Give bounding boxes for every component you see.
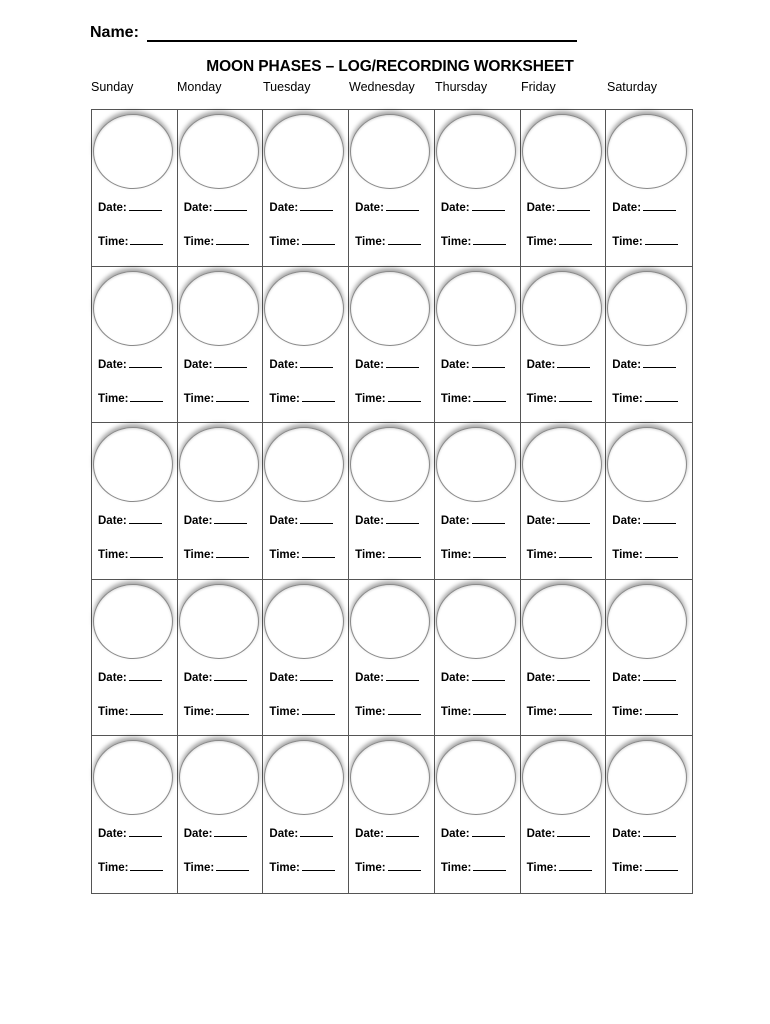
time-label: Time: [526,236,558,248]
time-blank-line[interactable] [216,547,249,558]
log-cell [349,423,435,580]
date-blank-line[interactable] [557,670,590,681]
date-label: Date: [269,358,299,371]
moon-circle[interactable] [350,114,430,189]
day-header-sunday: Sunday [91,80,134,94]
day-header-saturday: Saturday [607,80,658,94]
date-label: Date: [355,515,384,528]
moon-circle[interactable] [607,740,687,815]
moon-circle[interactable] [607,584,687,659]
time-label: Time: [269,549,300,562]
date-field[interactable] [269,357,333,371]
day-header-thursday: Thursday [435,80,488,94]
date-blank-line[interactable] [129,513,162,524]
date-label: Date: [526,202,556,214]
log-cell [606,736,692,893]
date-field[interactable] [184,826,248,840]
time-label: Time: [183,705,215,718]
log-cell [435,267,521,424]
date-blank-line[interactable] [300,200,333,211]
log-cell [521,423,607,580]
time-field[interactable] [441,547,506,561]
time-label: Time: [183,549,215,562]
date-label: Date: [440,515,470,528]
day-header-friday: Friday [521,80,556,94]
moon-circle[interactable] [436,584,516,659]
date-label: Date: [612,515,642,528]
date-field[interactable] [98,513,162,527]
time-label: Time: [612,549,643,562]
date-blank-line[interactable] [472,357,505,368]
time-label: Time: [98,392,129,405]
date-label: Date: [355,358,384,371]
date-field[interactable] [355,670,419,684]
time-field[interactable] [355,547,420,561]
date-field[interactable] [355,826,419,840]
moon-circle[interactable] [350,740,430,815]
time-blank-line[interactable] [559,234,592,245]
time-blank-line[interactable] [559,860,592,871]
moon-circle[interactable] [350,271,430,346]
date-field[interactable] [441,826,505,840]
time-label: Time: [612,705,643,718]
date-field[interactable] [269,826,333,840]
moon-circle[interactable] [264,740,344,815]
date-blank-line[interactable] [214,357,247,368]
log-cell [435,736,521,893]
log-cell [606,580,692,737]
log-cell [521,736,607,893]
time-blank-line[interactable] [645,391,678,402]
moon-circle[interactable] [93,114,173,189]
time-label: Time: [440,392,472,405]
moon-circle[interactable] [93,271,173,346]
time-label: Time: [98,236,129,248]
log-cell [92,580,178,737]
date-label: Date: [269,828,299,841]
time-blank-line[interactable] [216,860,249,871]
date-label: Date: [183,828,213,841]
log-cell [435,423,521,580]
time-label: Time: [183,392,215,405]
log-cell [521,267,607,424]
time-blank-line[interactable] [559,704,592,715]
log-cell [263,423,349,580]
time-label: Time: [526,392,558,405]
moon-circle[interactable] [350,427,430,502]
time-field[interactable] [527,704,592,718]
day-headers [91,80,694,98]
date-field[interactable] [98,357,162,371]
log-cell [349,580,435,737]
time-blank-line[interactable] [645,547,678,558]
log-cell [606,267,692,424]
time-field[interactable] [98,860,163,874]
day-header-monday: Monday [177,80,222,94]
date-field[interactable] [269,200,333,214]
moon-circle[interactable] [436,427,516,502]
moon-circle[interactable] [522,271,602,346]
date-label: Date: [355,202,384,214]
name-row [90,18,577,42]
log-cell [349,267,435,424]
date-blank-line[interactable] [472,826,505,837]
date-blank-line[interactable] [386,513,419,524]
date-blank-line[interactable] [557,357,590,368]
date-field[interactable] [527,513,591,527]
moon-circle[interactable] [264,271,344,346]
date-blank-line[interactable] [300,826,333,837]
time-field[interactable] [527,391,592,405]
moon-circle[interactable] [436,740,516,815]
date-label: Date: [526,358,556,371]
date-label: Date: [526,828,556,841]
time-field[interactable] [527,547,592,561]
moon-circle[interactable] [93,584,173,659]
date-field[interactable] [184,513,248,527]
time-field[interactable] [527,234,592,248]
time-blank-line[interactable] [388,391,421,402]
time-field[interactable] [355,391,420,405]
log-cell [521,110,607,267]
time-label: Time: [269,392,300,405]
date-field[interactable] [355,513,419,527]
date-label: Date: [269,515,299,528]
time-label: Time: [355,392,386,405]
time-field[interactable] [98,704,163,718]
date-blank-line[interactable] [386,826,419,837]
date-blank-line[interactable] [386,200,419,211]
time-blank-line[interactable] [302,391,335,402]
date-blank-line[interactable] [129,357,162,368]
date-blank-line[interactable] [214,200,247,211]
time-label: Time: [355,236,386,248]
date-field[interactable] [527,670,591,684]
moon-circle[interactable] [179,114,259,189]
time-blank-line[interactable] [388,704,421,715]
date-label: Date: [440,671,470,684]
log-cell [178,267,264,424]
time-blank-line[interactable] [645,704,678,715]
date-blank-line[interactable] [557,200,590,211]
time-blank-line[interactable] [559,391,592,402]
date-label: Date: [612,828,642,841]
time-blank-line[interactable] [216,234,249,245]
date-field[interactable] [98,670,162,684]
date-field[interactable] [527,200,591,214]
log-cell [263,736,349,893]
date-field[interactable] [612,826,676,840]
date-label: Date: [355,828,384,841]
date-label: Date: [440,202,470,214]
moon-circle[interactable] [350,584,430,659]
date-label: Date: [183,202,213,214]
time-label: Time: [526,549,558,562]
time-label: Time: [612,392,643,405]
date-blank-line[interactable] [214,670,247,681]
time-field[interactable] [269,860,334,874]
date-blank-line[interactable] [557,826,590,837]
date-label: Date: [612,358,642,371]
time-label: Time: [183,236,215,248]
day-header-tuesday: Tuesday [263,80,311,94]
log-cell [435,110,521,267]
date-blank-line[interactable] [214,513,247,524]
date-blank-line[interactable] [643,357,676,368]
time-blank-line[interactable] [302,704,335,715]
date-field[interactable] [355,357,419,371]
time-field[interactable] [612,547,677,561]
moon-circle[interactable] [179,740,259,815]
time-field[interactable] [184,234,249,248]
moon-circle[interactable] [436,271,516,346]
log-cell [92,267,178,424]
log-cell [349,110,435,267]
moon-circle[interactable] [179,584,259,659]
date-label: Date: [183,515,213,528]
date-field[interactable] [98,826,162,840]
time-blank-line[interactable] [216,391,249,402]
moon-circle[interactable] [607,427,687,502]
time-blank-line[interactable] [302,860,335,871]
time-label: Time: [355,862,386,875]
date-blank-line[interactable] [643,513,676,524]
moon-circle[interactable] [179,427,259,502]
log-cell [521,580,607,737]
time-label: Time: [269,236,300,248]
time-field[interactable] [98,234,163,248]
date-label: Date: [269,202,299,214]
time-label: Time: [526,705,558,718]
time-label: Time: [440,236,472,248]
time-field[interactable] [184,704,249,718]
time-field[interactable] [612,860,677,874]
log-cell [606,110,692,267]
time-field[interactable] [98,547,163,561]
moon-circle[interactable] [93,427,173,502]
date-blank-line[interactable] [386,357,419,368]
date-field[interactable] [98,200,162,214]
time-field[interactable] [355,860,420,874]
time-blank-line[interactable] [559,547,592,558]
date-label: Date: [440,828,470,841]
date-field[interactable] [269,513,333,527]
time-label: Time: [269,705,300,718]
moon-circle[interactable] [264,114,344,189]
time-label: Time: [612,236,643,248]
date-field[interactable] [612,670,676,684]
time-field[interactable] [269,547,334,561]
time-blank-line[interactable] [473,234,506,245]
moon-circle[interactable] [93,740,173,815]
date-field[interactable] [184,200,248,214]
time-blank-line[interactable] [473,860,506,871]
moon-circle[interactable] [607,114,687,189]
time-blank-line[interactable] [645,234,678,245]
date-blank-line[interactable] [129,670,162,681]
date-blank-line[interactable] [300,513,333,524]
time-label: Time: [98,705,129,718]
time-label: Time: [183,862,215,875]
time-label: Time: [98,549,129,562]
time-label: Time: [355,705,386,718]
time-blank-line[interactable] [388,860,421,871]
date-label: Date: [526,515,556,528]
page-title: MOON PHASES – LOG/RECORDING WORKSHEET [206,58,574,75]
date-blank-line[interactable] [129,826,162,837]
time-field[interactable] [441,234,506,248]
name-blank-line[interactable] [147,22,577,42]
time-field[interactable] [184,547,249,561]
time-label: Time: [269,862,300,875]
date-blank-line[interactable] [472,670,505,681]
date-label: Date: [98,828,127,841]
date-blank-line[interactable] [129,200,162,211]
time-field[interactable] [441,860,506,874]
date-blank-line[interactable] [472,513,505,524]
time-blank-line[interactable] [302,234,335,245]
moon-circle[interactable] [522,427,602,502]
time-field[interactable] [355,704,420,718]
log-cell [263,267,349,424]
date-field[interactable] [612,200,676,214]
date-label: Date: [98,358,127,371]
date-blank-line[interactable] [300,670,333,681]
date-field[interactable] [612,357,676,371]
log-cell [92,110,178,267]
date-label: Date: [183,671,213,684]
date-field[interactable] [184,670,248,684]
time-label: Time: [440,862,472,875]
time-field[interactable] [269,391,334,405]
date-field[interactable] [527,357,591,371]
date-field[interactable] [184,357,248,371]
time-field[interactable] [98,391,163,405]
date-blank-line[interactable] [643,670,676,681]
log-cell [263,580,349,737]
moon-circle[interactable] [264,427,344,502]
moon-circle[interactable] [522,114,602,189]
date-label: Date: [526,671,556,684]
time-blank-line[interactable] [130,234,163,245]
time-blank-line[interactable] [473,391,506,402]
time-blank-line[interactable] [473,547,506,558]
time-field[interactable] [612,704,677,718]
date-label: Date: [612,202,642,214]
date-field[interactable] [441,670,505,684]
log-cell [178,736,264,893]
log-cell [349,736,435,893]
time-blank-line[interactable] [130,860,163,871]
moon-circle[interactable] [522,740,602,815]
moon-circle[interactable] [607,271,687,346]
date-field[interactable] [441,200,505,214]
date-blank-line[interactable] [472,200,505,211]
time-label: Time: [612,862,643,875]
date-label: Date: [98,671,127,684]
time-field[interactable] [441,391,506,405]
log-cell [606,423,692,580]
date-label: Date: [612,671,642,684]
time-blank-line[interactable] [130,391,163,402]
log-cell [178,110,264,267]
time-field[interactable] [269,704,334,718]
date-label: Date: [355,671,384,684]
time-blank-line[interactable] [302,547,335,558]
time-field[interactable] [355,234,420,248]
time-field[interactable] [612,234,677,248]
date-field[interactable] [612,513,676,527]
time-blank-line[interactable] [130,547,163,558]
time-field[interactable] [612,391,677,405]
moon-circle[interactable] [522,584,602,659]
date-blank-line[interactable] [643,200,676,211]
date-blank-line[interactable] [386,670,419,681]
moon-circle[interactable] [179,271,259,346]
date-label: Date: [183,358,213,371]
date-label: Date: [440,358,470,371]
date-label: Date: [98,202,127,214]
time-field[interactable] [269,234,334,248]
moon-circle[interactable] [264,584,344,659]
date-blank-line[interactable] [643,826,676,837]
day-header-wednesday: Wednesday [349,80,415,94]
time-label: Time: [355,549,386,562]
log-cell [92,736,178,893]
date-label: Date: [269,671,299,684]
log-cell [178,580,264,737]
date-blank-line[interactable] [300,357,333,368]
time-label: Time: [526,862,558,875]
date-field[interactable] [269,670,333,684]
date-field[interactable] [441,357,505,371]
time-field[interactable] [184,391,249,405]
log-cell [92,423,178,580]
log-cell [435,580,521,737]
time-field[interactable] [527,860,592,874]
date-label: Date: [98,515,127,528]
log-cell [263,110,349,267]
time-label: Time: [440,705,472,718]
date-blank-line[interactable] [557,513,590,524]
date-field[interactable] [355,200,419,214]
date-blank-line[interactable] [214,826,247,837]
name-label: Name: [90,24,139,41]
log-cell [178,423,264,580]
time-blank-line[interactable] [388,234,421,245]
time-field[interactable] [441,704,506,718]
moon-log-grid [91,109,693,894]
time-label: Time: [440,549,472,562]
time-blank-line[interactable] [388,547,421,558]
moon-circle[interactable] [436,114,516,189]
time-blank-line[interactable] [130,704,163,715]
date-field[interactable] [441,513,505,527]
time-blank-line[interactable] [216,704,249,715]
date-field[interactable] [527,826,591,840]
time-blank-line[interactable] [473,704,506,715]
time-field[interactable] [184,860,249,874]
time-blank-line[interactable] [645,860,678,871]
time-label: Time: [98,862,129,875]
